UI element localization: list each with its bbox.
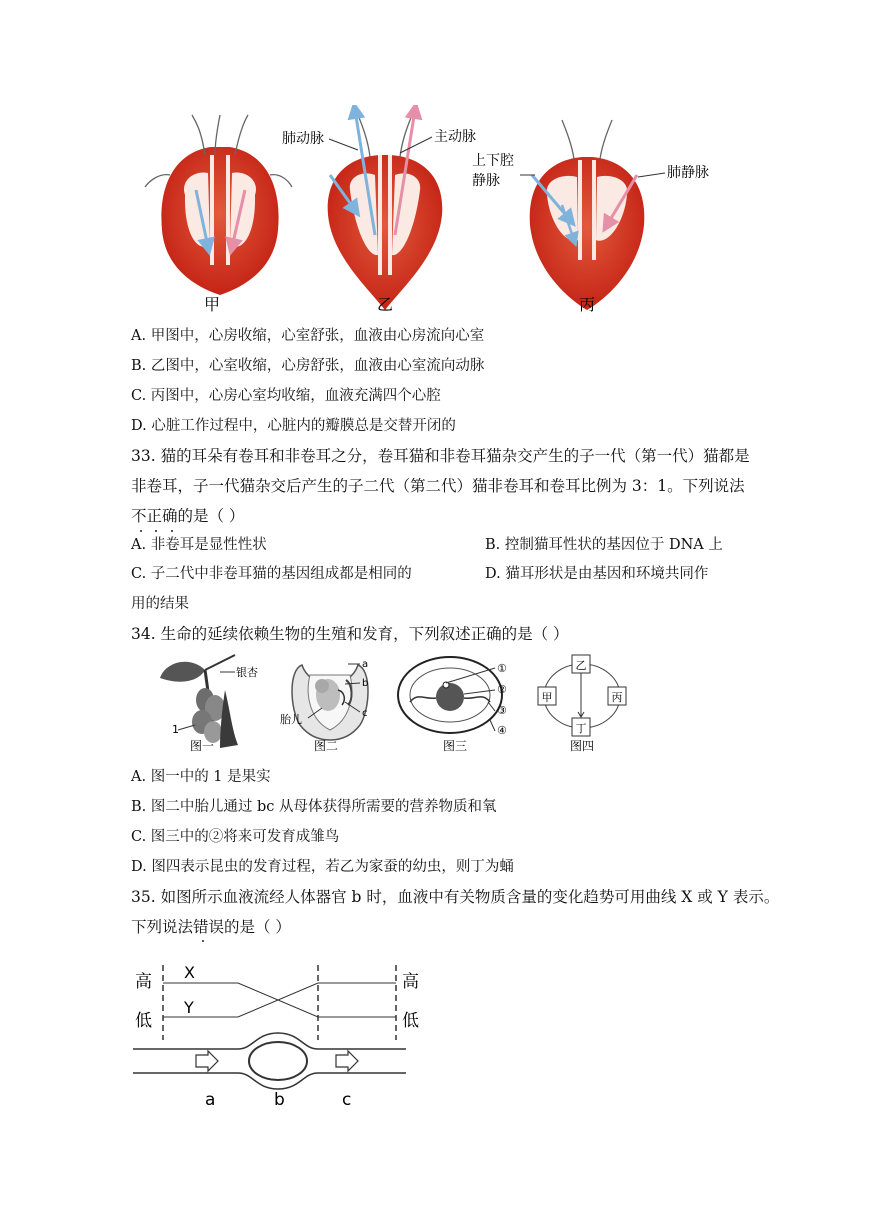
q33-option-c: C. 子二代中非卷耳猫的基因组成都是相同的 [131,566,412,582]
heart-bing [530,120,645,310]
fig2-label-c: c [362,708,368,719]
graph-label-high-right: 高 [402,972,419,992]
q33-option-d: D. 猫耳形状是由基因和环境共同作 [485,566,709,582]
label-pulmonary-vein: 肺静脉 [667,165,709,181]
emphasis-dot [202,940,204,942]
heart-diagrams [130,105,750,320]
q34-option-c: C. 图三中的②将来可发育成雏鸟 [131,829,340,845]
heart-jia [145,115,292,295]
label-vena-cava-1: 上下腔 [472,153,514,169]
graph-label-y: Y [184,998,194,1017]
graph-label-high-left: 高 [135,972,152,992]
q33-option-a: A. 非卷耳是显性性状 [131,537,267,553]
emphasis-dot [140,530,142,532]
fig2-label-a: a [362,659,369,670]
fig4-label-right: 丙 [611,691,623,704]
q33-option-b: B. 控制猫耳性状的基因位于 DNA 上 [485,537,723,553]
q32-option-b: B. 乙图中，心室收缩，心房舒张，血液由心室流向动脉 [131,358,485,374]
q35-stem-line1: 35. 如图所示血液流经人体器官 b 时，血液中有关物质含量的变化趋势可用曲线 X 或 Y 表示。 [131,888,780,906]
q34-option-a: A. 图一中的 1 是果实 [131,769,271,785]
graph-label-a: a [205,1090,216,1110]
fig4-label-bottom: 丁 [575,722,587,735]
label-vena-cava-2: 静脉 [472,173,500,189]
fig3-label-4: ④ [497,724,507,737]
q33-stem-line1: 33. 猫的耳朵有卷耳和非卷耳之分，卷耳猫和非卷耳猫杂交产生的子一代（第一代）猫都是 [131,447,750,465]
graph-label-b: b [274,1090,285,1110]
emphasis-dot [155,530,157,532]
fig3-label-2: ② [497,683,507,696]
fig4-cycle [538,655,626,736]
q35-stem-line2: 下列说法错误的是（ ） [131,918,291,936]
fig1-ginkgo [160,655,258,748]
graph-label-low-left: 低 [135,1011,152,1031]
q34-option-d: D. 图四表示昆虫的发育过程，若乙为家蚕的幼虫，则丁为蛹 [131,859,514,875]
label-aorta: 主动脉 [434,129,476,145]
q33-option-d-cont: 用的结果 [131,596,189,612]
graph-label-x: X [184,963,195,982]
graph-label-c: c [342,1090,352,1110]
fig3-label-3: ③ [497,704,507,717]
q34-stem: 34. 生命的延续依赖生物的生殖和发育，下列叙述正确的是（ ） [131,625,569,643]
graph-label-low-right: 低 [402,1011,419,1031]
heart-jia-caption: 甲 [203,295,221,314]
fig3-egg [398,657,507,737]
q32-option-a: A. 甲图中，心房收缩，心室舒张，血液由心房流向心室 [131,328,485,344]
fig4-caption: 图四 [569,739,595,753]
fig3-caption: 图三 [442,739,468,753]
fig2-caption: 图二 [313,739,339,753]
q32-option-c: C. 丙图中，心房心室均收缩，血液充满四个心腔 [131,388,441,404]
q33-stem-line2: 非卷耳，子一代猫杂交后产生的子二代（第二代）猫非卷耳和卷耳比例为 3：1。下列说法 [131,477,745,495]
fig4-label-top: 乙 [575,659,587,672]
fig2-fetus [280,659,368,740]
fig1-label-1: 1 [172,723,179,736]
q32-option-d: D. 心脏工作过程中，心脏内的瓣膜总是交替开闭的 [131,418,456,434]
fig3-label-1: ① [497,662,507,675]
q33-stem-line3: 不正确的是（ ） [131,507,245,525]
q34-option-b: B. 图二中胎儿通过 bc 从母体获得所需要的营养物质和氧 [131,799,497,815]
label-pulmonary-artery: 肺动脉 [282,131,324,147]
fig2-label-fetus: 胎儿 [280,713,302,726]
heart-bing-caption: 丙 [578,295,596,314]
fig1-label-ginkgo: 银杏 [236,666,258,679]
q34-figures [150,650,650,760]
emphasis-dot [171,530,173,532]
fig1-caption: 图一 [189,739,215,753]
fig2-label-b: b [362,678,369,689]
heart-yi-caption: 乙 [376,295,394,314]
q35-blood-flow-graph [128,955,438,1115]
fig4-label-left: 甲 [541,691,553,704]
